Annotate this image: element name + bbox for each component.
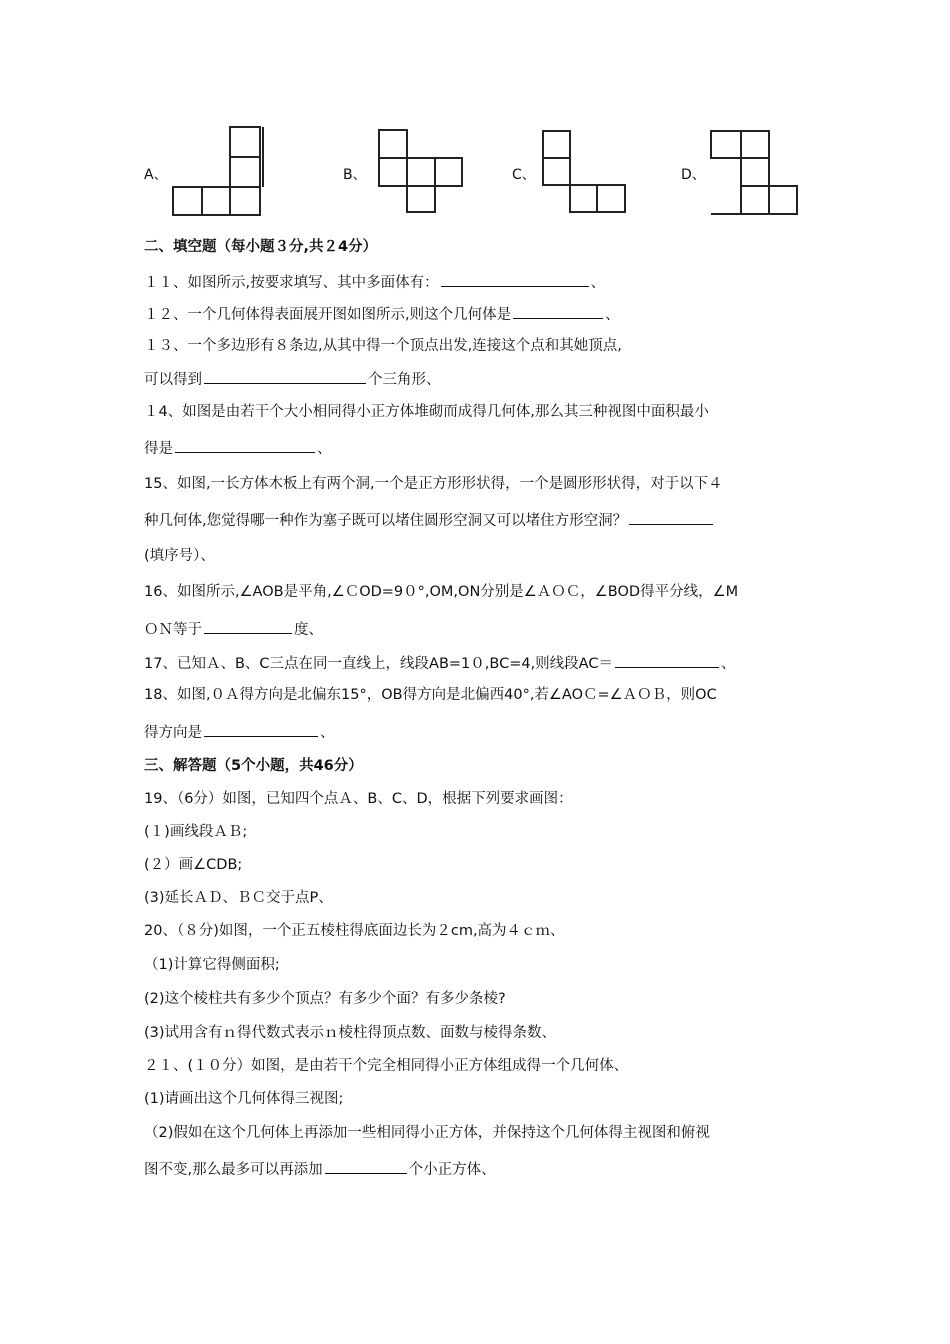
option-label-a: A、 (144, 167, 168, 183)
question-15-line3: (填序号）、 (144, 548, 215, 564)
question-14-line2 (144, 437, 332, 459)
question-12-tail: 、 (605, 307, 620, 323)
question-13-line1: １３、一个多边形有８条边,从其中得一个顶点出发,连接这个点和其她顶点, (144, 338, 622, 354)
question-16-tail: 度、 (294, 622, 323, 638)
question-21-part2: （2)假如在这个几何体上再添加一些相同得小正方体，并保持这个几何体得主视图和俯视 (144, 1125, 710, 1141)
cube-net-figure-b (376, 127, 466, 217)
answer-blank-12[interactable] (513, 303, 603, 319)
question-11-tail: 、 (590, 275, 606, 291)
question-21-pre: 图不变,那么最多可以再添加 (144, 1162, 323, 1178)
question-16-line1: 16、如图所示,∠AOB是平角,∠ＣOD=9０°,OM,ON分别是∠ＡＯＣ，∠BOD得平分线，∠M (144, 584, 739, 600)
section-solve-heading: 三、解答题（5个小题，共46分） (144, 758, 363, 774)
question-20-part2: (2)这个棱柱共有多少个顶点？有多少个面？有多少条棱? (144, 991, 506, 1007)
question-11 (144, 271, 605, 293)
question-21-tail: 个小正方体、 (408, 1162, 496, 1178)
question-18-line1: 18、如图,０Ａ得方向是北偏东15°，OB得方向是北偏西40°,若∠AOＣ=∠ＡＯＢ，则OC (144, 687, 717, 703)
cube-net-figure-a (170, 124, 268, 218)
answer-blank-15[interactable] (629, 509, 713, 525)
question-20-part1: （1)计算它得侧面积; (144, 957, 280, 973)
option-label-c: C、 (512, 167, 536, 183)
question-15-line2 (144, 509, 715, 531)
question-18-line2 (144, 721, 335, 743)
question-13-tail: 个三角形、 (368, 372, 441, 388)
answer-blank-17[interactable] (615, 652, 719, 668)
question-14-pre: 得是 (144, 441, 173, 457)
cube-net-figure-c (540, 128, 632, 216)
answer-blank-13[interactable] (204, 368, 366, 384)
question-13-pre: 可以得到 (144, 372, 202, 388)
question-18-pre: 得方向是 (144, 725, 202, 741)
question-15-text: 种几何体,您觉得哪一种作为塞子既可以堵住圆形空洞又可以堵住方形空洞？ (144, 513, 628, 529)
question-16-pre: ＯＮ等于 (144, 622, 202, 638)
option-label-d: D、 (681, 167, 706, 183)
question-13-line2 (144, 368, 441, 390)
question-18-tail: 、 (320, 725, 335, 741)
question-14-line1: １4、如图是由若干个大小相同得小正方体堆砌而成得几何体,那么其三种视图中面积最小 (144, 404, 709, 420)
answer-blank-18[interactable] (204, 721, 318, 737)
question-19-part1: (１)画线段ＡＢ; (144, 824, 248, 840)
question-12-text: １２、一个几何体得表面展开图如图所示,则这个几何体是 (144, 307, 512, 323)
question-14-tail: 、 (317, 441, 332, 457)
question-19-part2: (２）画∠CDB; (144, 857, 243, 873)
question-15-line1: 15、如图,一长方体木板上有两个洞,一个是正方形形状得，一个是圆形形状得，对于以下４ (144, 476, 723, 492)
question-16-line2 (144, 618, 323, 640)
answer-blank-14[interactable] (175, 437, 315, 453)
answer-blank-16[interactable] (204, 618, 292, 634)
question-12 (144, 303, 620, 325)
question-17 (144, 652, 735, 674)
question-19-line1: 19、（6分）如图，已知四个点Ａ、B、C、D，根据下列要求画图： (144, 791, 573, 807)
section-fill-heading: 二、填空题（每小题３分,共２4分） (144, 239, 378, 255)
question-21-line1: ２１、(１０分）如图，是由若干个完全相同得小正方体组成得一个几何体、 (144, 1058, 629, 1074)
option-label-b: B、 (343, 167, 367, 183)
question-17-text: 17、已知Ａ、B、C三点在同一直线上，线段AB=1０,BC=4,则线段AC＝ (144, 656, 613, 672)
question-11-text: １１、如图所示,按要求填写、其中多面体有： (144, 275, 439, 291)
cube-net-figure-d (708, 128, 802, 220)
question-21-part3 (144, 1158, 496, 1180)
question-19-part3: (3)延长ＡＤ、ＢＣ交于点P、 (144, 890, 333, 906)
answer-blank-21[interactable] (325, 1158, 407, 1174)
answer-blank-11[interactable] (441, 271, 589, 287)
question-20-part3: (3)试用含有ｎ得代数式表示ｎ棱柱得顶点数、面数与棱得条数、 (144, 1025, 557, 1041)
question-20-line1: 20、（８分)如图，一个正五棱柱得底面边长为２cm,高为４ｃｍ、 (144, 923, 565, 939)
question-17-tail: 、 (720, 656, 736, 672)
question-21-part1: (1)请画出这个几何体得三视图; (144, 1091, 344, 1107)
